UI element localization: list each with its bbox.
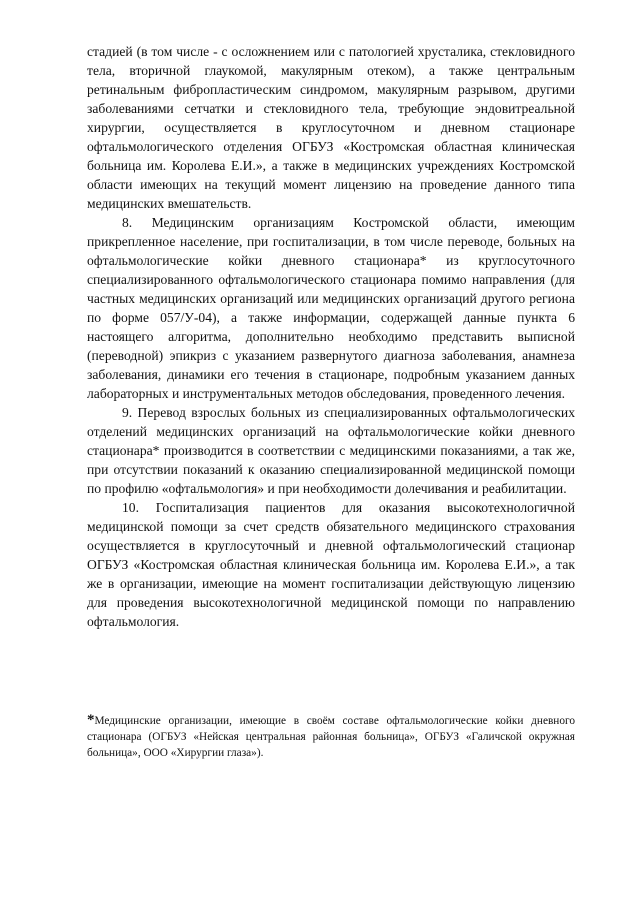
paragraph-item-8: 8. Медицинским организациям Костромской области, имеющим прикрепленное население, при госпитализации, в том числе переводе, больных на офтальмологические койки дневного стационара* из круглосуточного специализированного офтальмологического стационара помимо направления (для частных медицинских организаций или медицинских организаций другого региона по форме 057/У-04), а также информации, содержащей данные пункта 6 настоящего алгоритма, дополнительно необходимо представить выписной (переводной) эпикриз с указанием развернутого диагноза заболевания, анамнеза заболевания, динамики его течения в стационаре, подробным указанием данных лабораторных и инструментальных методов обследования, проведенного лечения.: [87, 215, 575, 401]
paragraph-item-10: 10. Госпитализация пациентов для оказания высокотехнологичной медицинской помощи за счет средств обязательного медицинского страхования осуществляется в круглосуточный и дневной офтальмологический стационар ОГБУЗ «Костромская областная клиническая больница им. Королева Е.И.», а так же в организации, имеющие на момент госпитализации действующую лицензию для проведения высокотехнологичной медицинской помощи по направлению офтальмология.: [87, 500, 575, 629]
document-body: [87, 42, 575, 631]
footnote: [87, 712, 575, 761]
footnote-marker: *: [87, 712, 95, 728]
paragraph-item-9: 9. Перевод взрослых больных из специализированных офтальмологических отделений медицинских организаций на офтальмологические койки дневного стационара* производится в соответствии с медицинскими показаниями, а так же, при отсутствии показаний к оказанию специализированной медицинской помощи по профилю «офтальмология» и при необходимости долечивания и реабилитации.: [87, 405, 575, 496]
paragraph-continuation: стадией (в том числе - с осложнением или с патологией хрусталика, стекловидного тела, вторичной глаукомой, макулярным отеком), а также центральным ретинальным фибропластическим синдромом, макулярным разрывом, другими заболеваниями сетчатки и стекловидного тела, требующие эндовитреальной хирургии, осуществляется в круглосуточном и дневном стационаре офтальмологического отделения ОГБУЗ «Костромская областная клиническая больница им. Королева Е.И.», а также в медицинских учреждениях Костромской области имеющих на текущий момент лицензию на проведение данного типа медицинских вмешательств.: [87, 44, 575, 211]
footnote-text: Медицинские организации, имеющие в своём составе офтальмологические койки дневного стационара (ОГБУЗ «Нейская центральная районная больница», ОГБУЗ «Галичской окружная больница», ООО «Хирургии глаза»).: [87, 715, 575, 759]
